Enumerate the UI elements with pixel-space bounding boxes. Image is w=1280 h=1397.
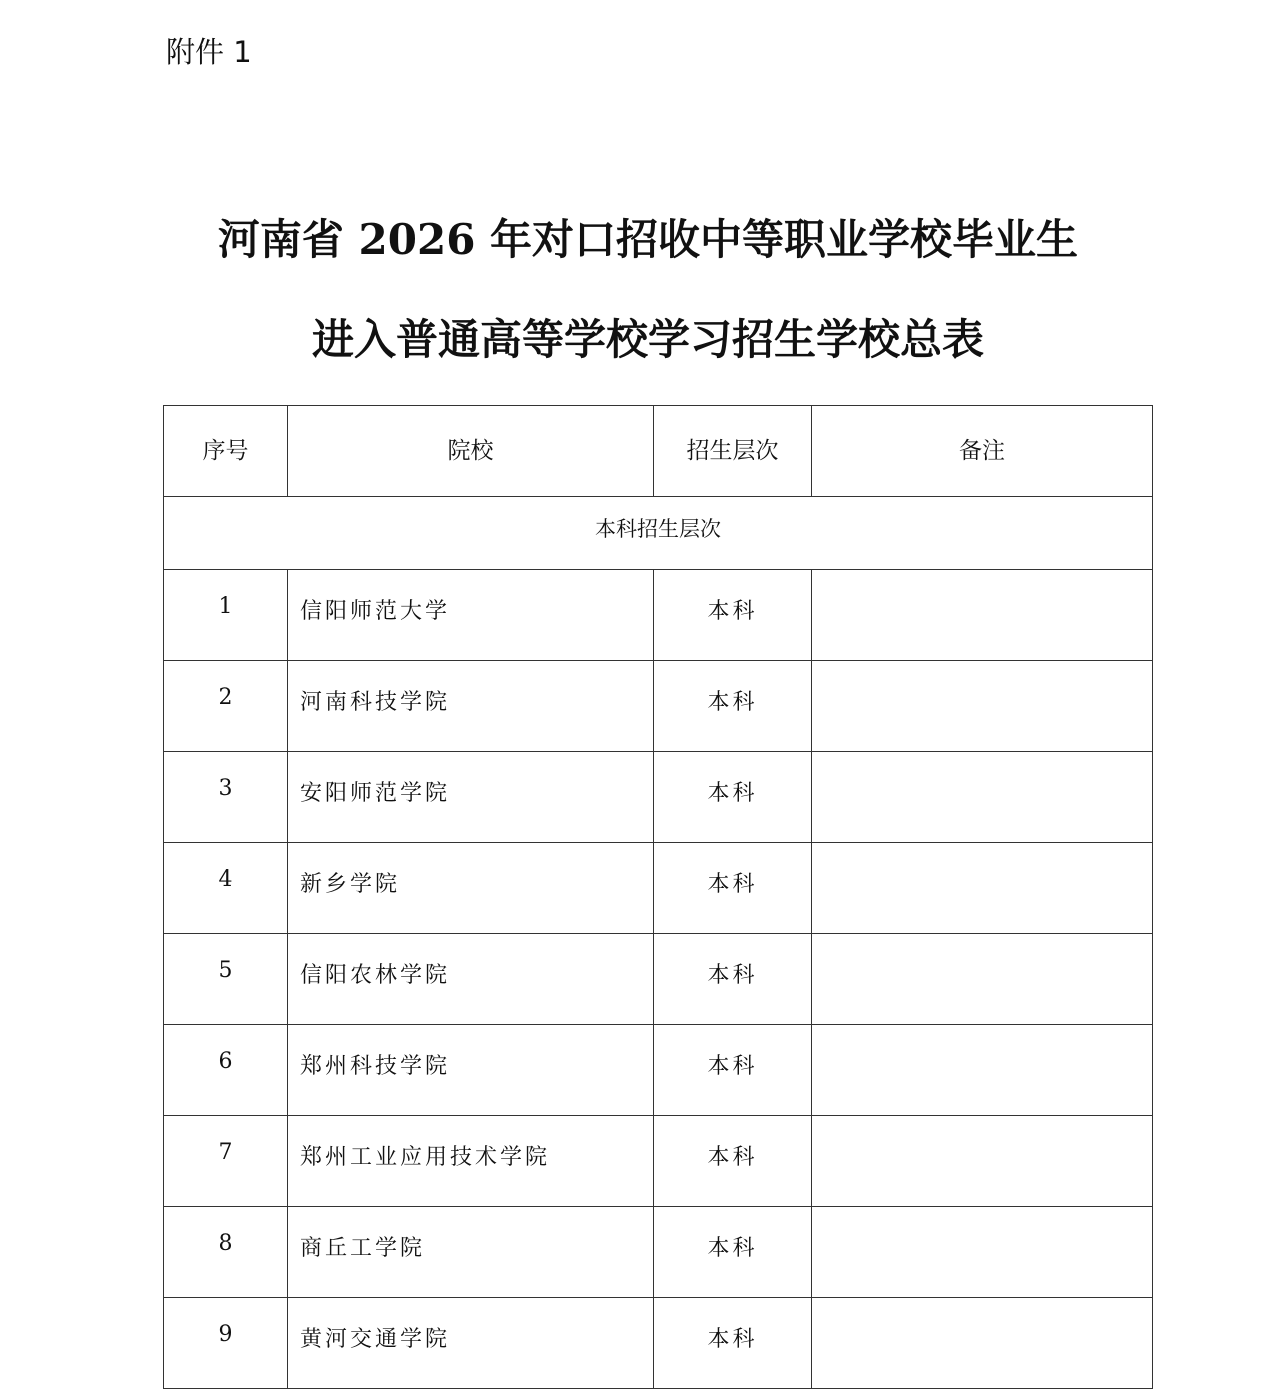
cell-serial-number: 6 — [164, 1025, 288, 1116]
cell-enrollment-level: 本科 — [654, 570, 812, 661]
cell-remarks — [812, 661, 1153, 752]
cell-serial-number: 4 — [164, 843, 288, 934]
cell-school: 信阳农林学院 — [288, 934, 654, 1025]
section-row-undergraduate — [164, 497, 1153, 570]
table-row — [164, 1207, 1153, 1298]
cell-serial-number: 8 — [164, 1207, 288, 1298]
cell-school: 黄河交通学院 — [288, 1298, 654, 1389]
table-row — [164, 570, 1153, 661]
header-school: 院校 — [288, 406, 654, 497]
table-row — [164, 661, 1153, 752]
cell-serial-number: 1 — [164, 570, 288, 661]
cell-serial-number: 7 — [164, 1116, 288, 1207]
table-row — [164, 934, 1153, 1025]
cell-serial-number: 2 — [164, 661, 288, 752]
section-label: 本科招生层次 — [164, 497, 1153, 570]
cell-enrollment-level: 本科 — [654, 843, 812, 934]
cell-remarks — [812, 843, 1153, 934]
table-row — [164, 1298, 1153, 1389]
table-row — [164, 1116, 1153, 1207]
cell-enrollment-level: 本科 — [654, 1298, 812, 1389]
cell-serial-number: 9 — [164, 1298, 288, 1389]
cell-school: 商丘工学院 — [288, 1207, 654, 1298]
cell-school: 安阳师范学院 — [288, 752, 654, 843]
header-serial-number: 序号 — [164, 406, 288, 497]
cell-remarks — [812, 934, 1153, 1025]
cell-school: 郑州科技学院 — [288, 1025, 654, 1116]
cell-remarks — [812, 1298, 1153, 1389]
header-remarks: 备注 — [812, 406, 1153, 497]
attachment-label: 附件 1 — [166, 35, 252, 69]
table-header-row — [164, 406, 1153, 497]
cell-enrollment-level: 本科 — [654, 1116, 812, 1207]
cell-school: 河南科技学院 — [288, 661, 654, 752]
cell-enrollment-level: 本科 — [654, 752, 812, 843]
cell-school: 信阳师范大学 — [288, 570, 654, 661]
school-table — [163, 405, 1153, 1389]
cell-remarks — [812, 1207, 1153, 1298]
cell-enrollment-level: 本科 — [654, 1025, 812, 1116]
cell-enrollment-level: 本科 — [654, 661, 812, 752]
cell-serial-number: 3 — [164, 752, 288, 843]
document-title-line-2: 进入普通高等学校学习招生学校总表 — [311, 315, 984, 364]
document-title-line-1: 河南省 2026 年对口招收中等职业学校毕业生 — [217, 215, 1079, 264]
cell-school: 郑州工业应用技术学院 — [288, 1116, 654, 1207]
cell-enrollment-level: 本科 — [654, 1207, 812, 1298]
table-row — [164, 1025, 1153, 1116]
cell-remarks — [812, 752, 1153, 843]
header-enrollment-level: 招生层次 — [654, 406, 812, 497]
cell-remarks — [812, 570, 1153, 661]
cell-serial-number: 5 — [164, 934, 288, 1025]
cell-remarks — [812, 1025, 1153, 1116]
table-row — [164, 843, 1153, 934]
cell-school: 新乡学院 — [288, 843, 654, 934]
cell-enrollment-level: 本科 — [654, 934, 812, 1025]
cell-remarks — [812, 1116, 1153, 1207]
table-row — [164, 752, 1153, 843]
